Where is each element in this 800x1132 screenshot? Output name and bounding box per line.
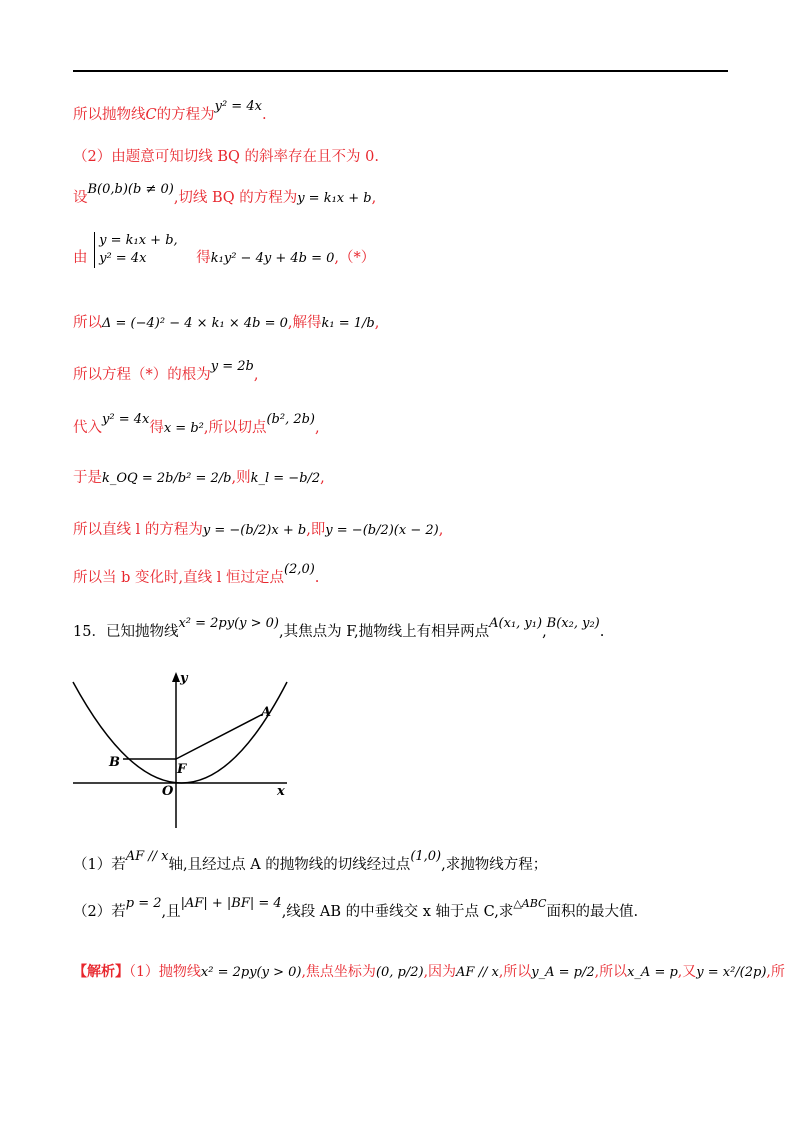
math-expression: k_OQ = 2b/b² = 2/b bbox=[102, 471, 232, 486]
text-line-5: 所以Δ = (−4)² − 4 × k₁ × 4b = 0,解得k₁ = 1/b, bbox=[73, 315, 380, 331]
problem-15-part-1: （1）若AF // x轴,且经过点 A 的抛物线的切线经过点(1,0),求抛物线方程； bbox=[73, 849, 548, 873]
math-expression: y² = 4x bbox=[99, 251, 147, 266]
solution-start: 【解析】（1）抛物线x² = 2py(y > 0),焦点坐标为(0, p/2),因为AF // x,所以y_A = p/2,所以x_A = p,又y = x²/(2p),所 bbox=[73, 964, 785, 980]
y-axis-arrow bbox=[172, 672, 180, 682]
math-expression: x = b² bbox=[163, 421, 204, 436]
math-expression: x_A = p bbox=[627, 965, 678, 980]
text-line-8: 于是k_OQ = 2b/b² = 2/b,则k_l = −b/2, bbox=[73, 470, 325, 486]
text-line-4: 由 y = k₁x + b, y² = 4x 得k₁y² − 4y + 4b = 0,（*） bbox=[73, 233, 376, 266]
text-line-1: 所以抛物线C的方程为y² = 4x. bbox=[73, 99, 267, 123]
math-expression: AF // x bbox=[456, 965, 499, 980]
label-origin: O bbox=[162, 784, 174, 799]
label-y: y bbox=[180, 671, 188, 686]
math-expression: |AF| + |BF| = 4 bbox=[180, 896, 282, 911]
label-focus-f: F bbox=[177, 762, 187, 777]
problem-15-statement: 15．已知抛物线x² = 2py(y > 0),其焦点为 F,抛物线上有相异两点A(x₁, y₁),B(x₂, y₂). bbox=[73, 616, 605, 640]
math-expression: B(0,b)(b ≠ 0) bbox=[87, 182, 174, 197]
label-point-a: A bbox=[261, 705, 272, 720]
math-expression: y = −(b/2)(x − 2) bbox=[325, 523, 439, 538]
math-expression: A(x₁, y₁) bbox=[489, 616, 543, 631]
problem-15-part-2: （2）若p = 2,且|AF| + |BF| = 4,线段 AB 的中垂线交 x 轴于点 C,求$^{\triangle ABC}$面积的最大值. bbox=[73, 896, 639, 920]
math-expression: △ABC bbox=[513, 897, 547, 910]
math-expression: B(x₂, y₂) bbox=[546, 616, 600, 631]
math-expression: y² = 4x bbox=[102, 412, 150, 427]
math-expression: x² = 2py(y > 0) bbox=[200, 965, 302, 980]
math-expression: Δ = (−4)² − 4 × k₁ × 4b = 0 bbox=[102, 316, 288, 331]
text-line-6: 所以方程（*）的根为y = 2b, bbox=[73, 359, 259, 383]
math-expression: y = k₁x + b bbox=[297, 191, 372, 206]
math-expression: (2,0) bbox=[283, 562, 315, 577]
header-rule bbox=[73, 70, 728, 72]
math-expression: (1,0) bbox=[410, 849, 442, 864]
math-expression: y² = 4x bbox=[214, 99, 262, 114]
math-expression: k_l = −b/2 bbox=[250, 471, 321, 486]
math-expression: y = x²/(2p) bbox=[696, 965, 767, 980]
label-point-b: B bbox=[109, 755, 120, 770]
parabola-figure bbox=[65, 668, 300, 828]
math-expression: (b², 2b) bbox=[266, 412, 316, 427]
math-expression: x² = 2py(y > 0) bbox=[178, 616, 280, 631]
math-expression: k₁ = 1/b bbox=[321, 316, 375, 331]
solution-tag: 【解析】 bbox=[73, 964, 129, 980]
text-line-2: （2）由题意可知切线 BQ 的斜率存在且不为 0. bbox=[73, 149, 379, 165]
text-line-10: 所以当 b 变化时,直线 l 恒过定点(2,0). bbox=[73, 562, 320, 586]
text-line-3: 设B(0,b)(b ≠ 0),切线 BQ 的方程为y = k₁x + b, bbox=[73, 182, 377, 206]
math-expression: y_A = p/2 bbox=[531, 965, 595, 980]
math-expression: p = 2 bbox=[125, 896, 162, 911]
text-line-7: 代入y² = 4x得x = b²,所以切点(b², 2b), bbox=[73, 412, 320, 436]
math-expression: AF // x bbox=[125, 849, 169, 864]
text-line-9: 所以直线 l 的方程为y = −(b/2)x + b,即y = −(b/2)(x − 2), bbox=[73, 522, 444, 538]
math-expression: y = 2b bbox=[210, 359, 254, 374]
math-expression: y = −(b/2)x + b bbox=[202, 523, 307, 538]
segment-fa bbox=[176, 714, 263, 759]
label-x: x bbox=[277, 784, 285, 799]
math-expression: (0, p/2) bbox=[375, 965, 424, 980]
math-expression: k₁y² − 4y + 4b = 0 bbox=[210, 251, 335, 266]
math-expression: y = k₁x + b, bbox=[99, 233, 178, 248]
